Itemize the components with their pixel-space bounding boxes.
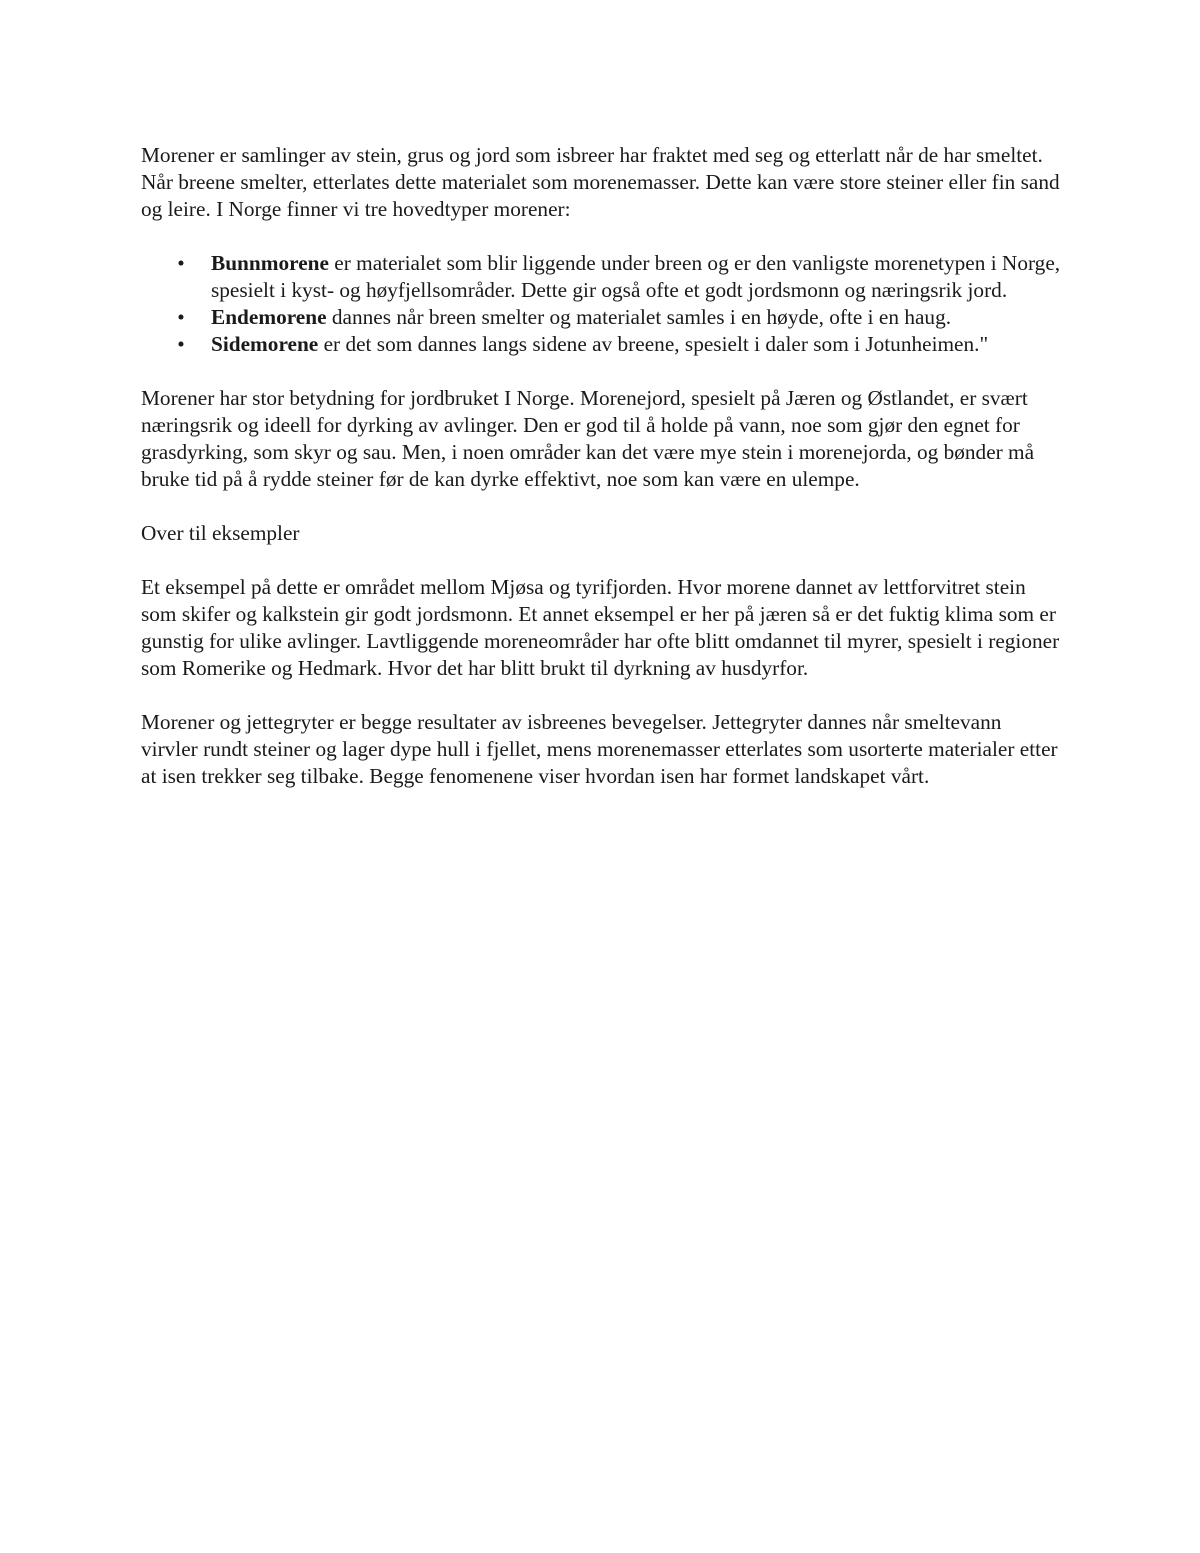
list-item-bunnmorene xyxy=(141,250,1061,304)
term-endemorene: Endemorene xyxy=(211,305,327,329)
description-sidemorene: er det som dannes langs sidene av breene, spesielt i daler som i Jotunheimen." xyxy=(318,332,989,356)
term-sidemorene: Sidemorene xyxy=(211,332,319,356)
intro-paragraph: Morener er samlinger av stein, grus og jord som isbreer har fraktet med seg og etterlatt når de har smeltet. Når breene smelter, etterlates dette materialet som morenemasser. Dette kan være store steiner eller fin sand og leire. I Norge finner vi tre hovedtyper morener: xyxy=(141,143,1060,221)
list-item-endemorene xyxy=(141,304,1061,331)
document-body xyxy=(141,142,1061,817)
description-bunnmorene: er materialet som blir liggende under breen og er den vanligste morenetypen i Norge, spesielt i kyst- og høyfjellsområder. Dette gir også ofte et godt jordsmonn og næringsrik jord. xyxy=(211,251,1061,302)
agriculture-paragraph: Morener har stor betydning for jordbruket I Norge. Morenejord, spesielt på Jæren og Østlandet, er svært næringsrik og ideell for dyrking av avlinger. Den er god til å holde på vann, noe som gjør den egnet for grasdyrking, som skyr og sau. Men, i noen områder kan det være mye stein i morenejorda, og bønder må bruke tid på å rydde steiner før de kan dyrke effektivt, noe som kan være en ulempe. xyxy=(141,386,1035,491)
bullet-icon: • xyxy=(177,332,185,356)
examples-paragraph: Et eksempel på dette er området mellom Mjøsa og tyrifjorden. Hvor morene dannet av lettforvitret stein som skifer og kalkstein gir godt jordsmonn. Et annet eksempel er her på jæren så er det fuktig klima som er gunstig for ulike avlinger. Lavtliggende moreneområder har ofte blitt omdannet til myrer, spesielt i regioner som Romerike og Hedmark. Hvor det har blitt brukt til dyrkning av husdyrfor. xyxy=(141,575,1060,680)
list-item-sidemorene xyxy=(141,331,1061,358)
bullet-icon: • xyxy=(177,251,185,275)
description-endemorene: dannes når breen smelter og materialet samles i en høyde, ofte i en haug. xyxy=(326,305,952,329)
moraine-types-list xyxy=(141,250,1061,358)
term-bunnmorene: Bunnmorene xyxy=(211,251,329,275)
bullet-icon: • xyxy=(177,305,185,329)
transition-paragraph: Over til eksempler xyxy=(141,521,300,545)
conclusion-paragraph: Morener og jettegryter er begge resultater av isbreenes bevegelser. Jettegryter dannes når smeltevann virvler rundt steiner og lager dype hull i fjellet, mens morenemasser etterlates som usorterte materialer etter at isen trekker seg tilbake. Begge fenomenene viser hvordan isen har formet landskapet vårt. xyxy=(141,710,1058,788)
